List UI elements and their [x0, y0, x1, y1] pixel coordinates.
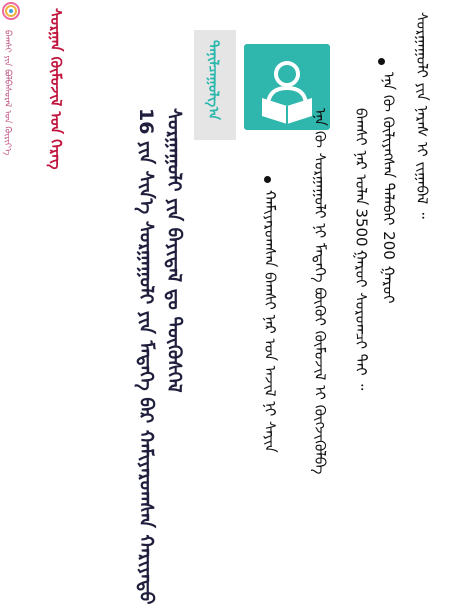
paragraph-line-4: ᠡᠨᠡ ᠬᠦ ᠰᠤᠷᠭᠠᠭᠤᠯᠢ ᠨᠢ ᠮᠡᠳᠡᠭᠡ ᠪᠦᠬᠦᠢ ᠬᠦᠮᠦᠵᠢᠯ ᠢ ᠬᠥᠭᠵᠢᠭᠦᠯᠪᠡ [311, 108, 329, 475]
bullet-2 [264, 176, 271, 183]
paragraph-line-3-suffix: ᠭᠠᠷᠤᠢ ᠰᠤᠷᠤᠭᠴᠢ ᠲᠠᠢ ᠃ [352, 249, 371, 391]
brand-subtitle: ᠪᠠᠭᠰᠢ ᠶᠢᠨ ᠪᠣᠯᠪᠠᠰᠤᠷᠠᠯ ᠤᠨ ᠬᠦᠷᠢᠶ᠎ᠡ [2, 30, 12, 156]
page-title: 16 ᠶᠢᠨ ᠰᠢᠨ᠎ᠡ ᠰᠤᠷᠭᠠᠭᠤᠯᠢ ᠶᠢᠨ ᠮᠡᠳᠡᠭᠡ ᠪᠡᠷ ᠬᠠᠮᠢᠶᠠᠷᠤᠭᠰᠠᠨ ᠬᠠᠷᠢᠶᠠᠳᠤ [135, 108, 157, 605]
page-title-line-2: ᠰᠤᠷᠭᠠᠭᠤᠯᠢ ᠶᠢᠨ ᠪᠠᠶᠢᠳᠠᠯ ᠳᠤ ᠳᠦᠭᠦᠰᠬᠡᠯ [163, 108, 185, 393]
paragraph-line-5: ᠬᠠᠮᠢᠶᠠᠷᠤᠭᠰᠠᠨ ᠪᠠᠭᠰᠢ ᠨᠠᠷ ᠤᠨ ᠠᠵᠢᠯ ᠨᠢ ᠰᠠᠶᠢᠨ [261, 190, 279, 453]
section-tag-label: ᠲᠠᠨᠢᠯᠴᠠᠭᠤᠯᠭ᠎ᠠ [205, 40, 221, 121]
paragraph-line-1: ᠰᠤᠷᠭᠠᠭᠤᠯᠢ ᠶᠢᠨ ᠨᠡᠷᠡᠰ ᠢ ᠵᠢᠭᠠᠪᠠᠯ ᠃ [413, 12, 431, 219]
paragraph-line-2-suffix: ᠭᠠᠷᠤᠢ [379, 265, 398, 304]
paragraph-number-3500: 3500 [352, 208, 371, 247]
brand-logo-icon [0, 0, 22, 22]
paragraph-line-3 [342, 108, 380, 390]
paragraph-number-200: 200 [379, 231, 398, 260]
paragraph-line-2-text: ᠡᠨᠡ ᠬᠦ ᠬᠦᠯᠢᠶᠡᠭᠰᠡᠨ ᠲᠠᠯᠠᠪᠠᠢ [379, 72, 398, 226]
bullet-1 [378, 58, 385, 65]
brand-name: ᠰᠤᠷᠭᠠᠨ ᠬᠦᠮᠦᠵᠢᠯ ᠤᠨ ᠬᠡᠷᠡᠭ [47, 8, 65, 170]
paragraph-line-3-text: ᠪᠠᠭᠰᠢ ᠨᠠᠷ ᠣᠯᠠᠨ [352, 108, 371, 206]
